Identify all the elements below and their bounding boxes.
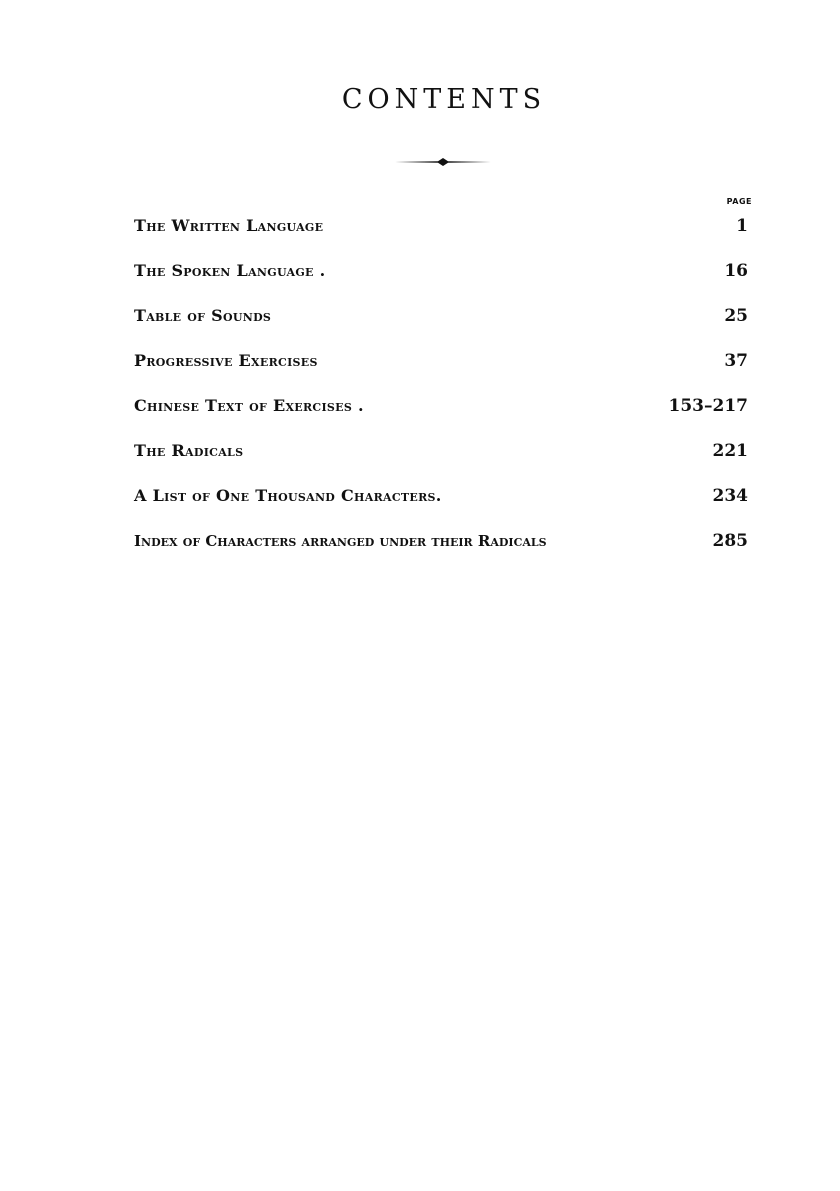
toc-entry (134, 391, 748, 436)
toc-entry-page: 234 (712, 486, 748, 506)
toc-entry-page: 1 (736, 216, 748, 236)
ornament-rule-icon (394, 156, 492, 168)
toc-entry-page: 221 (712, 441, 748, 461)
toc-entry-title: Progressive Exercises (134, 351, 318, 370)
toc-entry (134, 346, 748, 391)
toc-entry-title: The Radicals (134, 441, 244, 460)
toc-entry-title: Index of Characters arranged under their Radicals (134, 532, 547, 550)
toc-entry-page: 16 (724, 261, 748, 281)
page-title: CONTENTS (341, 84, 547, 115)
toc-entry (134, 436, 748, 481)
toc-entry (134, 481, 748, 526)
toc-entry-title: Table of Sounds (134, 306, 272, 325)
toc-entry (134, 211, 748, 256)
page-column-label: PAGE (726, 197, 752, 206)
toc-entry-title: Chinese Text of Exercises . (134, 396, 364, 415)
table-of-contents (134, 211, 748, 571)
toc-entry (134, 301, 748, 346)
toc-entry-page: 37 (724, 351, 748, 371)
toc-entry-page: 153–217 (668, 396, 748, 416)
toc-entry-title: The Spoken Language . (134, 261, 326, 280)
toc-entry-page: 285 (712, 531, 748, 551)
toc-entry (134, 256, 748, 301)
toc-entry-title: A List of One Thousand Characters. (134, 486, 442, 505)
toc-entry-page: 25 (724, 306, 748, 326)
toc-entry (134, 526, 748, 571)
toc-entry-title: The Written Language (134, 216, 324, 235)
